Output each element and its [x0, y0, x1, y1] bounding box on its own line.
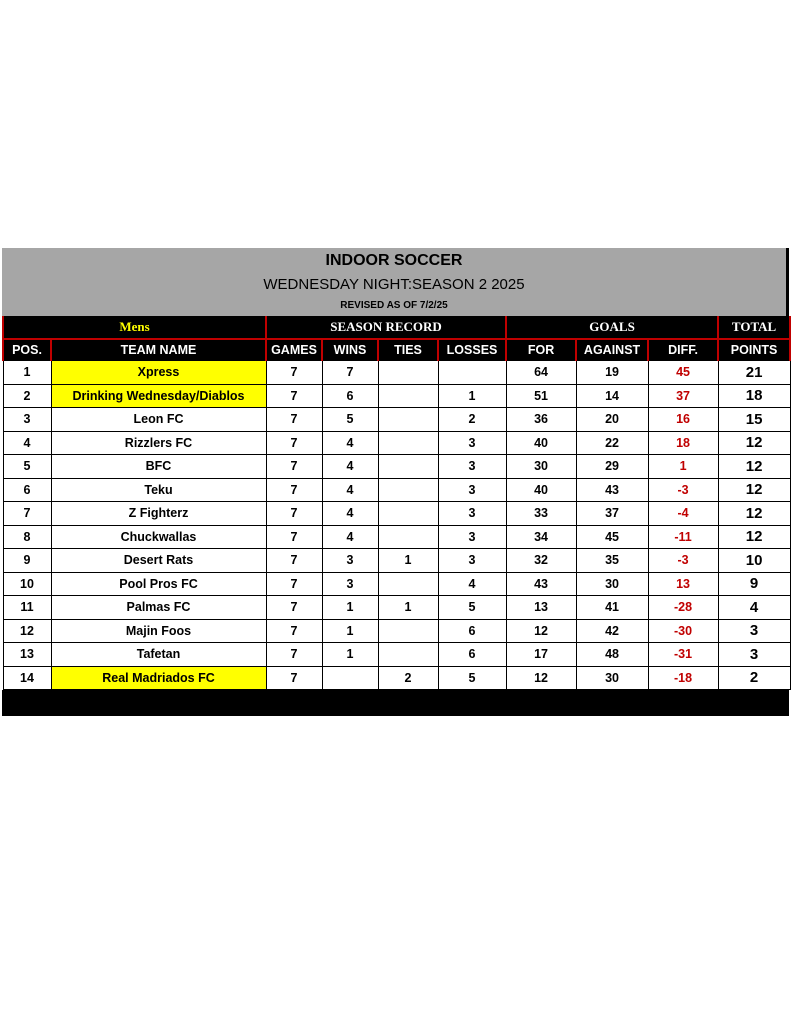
col-games: GAMES	[266, 339, 322, 361]
cell-games: 7	[266, 666, 322, 690]
cell-team: Drinking Wednesday/Diablos	[51, 384, 266, 408]
cell-points: 4	[718, 596, 790, 620]
standings-table	[2, 316, 791, 690]
cell-wins: 1	[322, 643, 378, 667]
col-wins: WINS	[322, 339, 378, 361]
cell-losses: 6	[438, 619, 506, 643]
cell-diff: -28	[648, 596, 718, 620]
cell-losses: 3	[438, 455, 506, 479]
column-header-row	[3, 339, 790, 361]
cell-for: 33	[506, 502, 576, 526]
cell-wins: 3	[322, 572, 378, 596]
cell-for: 34	[506, 525, 576, 549]
cell-wins: 1	[322, 596, 378, 620]
cell-wins: 4	[322, 455, 378, 479]
cell-points: 10	[718, 549, 790, 573]
cell-games: 7	[266, 361, 322, 385]
cell-points: 9	[718, 572, 790, 596]
cell-losses: 3	[438, 478, 506, 502]
cell-losses: 5	[438, 666, 506, 690]
cell-diff: 1	[648, 455, 718, 479]
title-banner	[2, 248, 789, 316]
cell-against: 41	[576, 596, 648, 620]
page-title: INDOOR SOCCER	[325, 252, 463, 269]
table-row	[3, 572, 790, 596]
cell-ties	[378, 361, 438, 385]
cell-ties	[378, 572, 438, 596]
standings-sheet	[2, 248, 789, 716]
cell-points: 15	[718, 408, 790, 432]
cell-wins: 4	[322, 478, 378, 502]
group-header-row	[3, 316, 790, 339]
table-row	[3, 502, 790, 526]
cell-losses: 1	[438, 384, 506, 408]
cell-for: 30	[506, 455, 576, 479]
cell-for: 13	[506, 596, 576, 620]
cell-ties: 2	[378, 666, 438, 690]
cell-diff: -3	[648, 549, 718, 573]
table-row	[3, 455, 790, 479]
cell-pos: 4	[3, 431, 51, 455]
cell-games: 7	[266, 431, 322, 455]
cell-against: 43	[576, 478, 648, 502]
cell-points: 2	[718, 666, 790, 690]
cell-diff: 45	[648, 361, 718, 385]
cell-points: 18	[718, 384, 790, 408]
total-header: TOTAL	[718, 316, 790, 339]
cell-team: Leon FC	[51, 408, 266, 432]
table-row	[3, 361, 790, 385]
cell-ties	[378, 431, 438, 455]
cell-ties	[378, 643, 438, 667]
cell-pos: 5	[3, 455, 51, 479]
cell-losses	[438, 361, 506, 385]
cell-points: 12	[718, 478, 790, 502]
table-row	[3, 431, 790, 455]
cell-for: 43	[506, 572, 576, 596]
cell-games: 7	[266, 455, 322, 479]
cell-pos: 6	[3, 478, 51, 502]
cell-wins: 3	[322, 549, 378, 573]
cell-wins: 4	[322, 502, 378, 526]
cell-wins	[322, 666, 378, 690]
cell-ties	[378, 478, 438, 502]
cell-diff: -31	[648, 643, 718, 667]
cell-points: 12	[718, 502, 790, 526]
cell-team: Xpress	[51, 361, 266, 385]
cell-losses: 3	[438, 502, 506, 526]
cell-team: Desert Rats	[51, 549, 266, 573]
cell-ties	[378, 408, 438, 432]
cell-games: 7	[266, 408, 322, 432]
cell-points: 12	[718, 525, 790, 549]
cell-losses: 3	[438, 549, 506, 573]
cell-wins: 5	[322, 408, 378, 432]
cell-ties	[378, 384, 438, 408]
cell-wins: 1	[322, 619, 378, 643]
table-row	[3, 643, 790, 667]
col-losses: LOSSES	[438, 339, 506, 361]
cell-team: Pool Pros FC	[51, 572, 266, 596]
cell-diff: 13	[648, 572, 718, 596]
cell-against: 19	[576, 361, 648, 385]
cell-pos: 13	[3, 643, 51, 667]
cell-for: 12	[506, 666, 576, 690]
cell-for: 51	[506, 384, 576, 408]
cell-games: 7	[266, 384, 322, 408]
revised-note: REVISED AS OF 7/2/25	[340, 300, 448, 311]
cell-diff: 16	[648, 408, 718, 432]
cell-team: Majin Foos	[51, 619, 266, 643]
cell-team: Real Madriados FC	[51, 666, 266, 690]
cell-team: Rizzlers FC	[51, 431, 266, 455]
cell-losses: 6	[438, 643, 506, 667]
cell-losses: 2	[438, 408, 506, 432]
cell-games: 7	[266, 525, 322, 549]
cell-pos: 9	[3, 549, 51, 573]
cell-diff: -30	[648, 619, 718, 643]
cell-ties: 1	[378, 596, 438, 620]
cell-losses: 4	[438, 572, 506, 596]
cell-wins: 4	[322, 431, 378, 455]
cell-against: 20	[576, 408, 648, 432]
col-pos: POS.	[3, 339, 51, 361]
cell-losses: 5	[438, 596, 506, 620]
cell-wins: 4	[322, 525, 378, 549]
cell-wins: 7	[322, 361, 378, 385]
cell-against: 48	[576, 643, 648, 667]
col-points: POINTS	[718, 339, 790, 361]
cell-ties	[378, 502, 438, 526]
cell-for: 40	[506, 478, 576, 502]
page-subtitle: WEDNESDAY NIGHT:SEASON 2 2025	[263, 276, 525, 293]
cell-team: Teku	[51, 478, 266, 502]
cell-diff: -11	[648, 525, 718, 549]
table-row	[3, 596, 790, 620]
table-row	[3, 619, 790, 643]
cell-games: 7	[266, 478, 322, 502]
cell-games: 7	[266, 549, 322, 573]
division-label: Mens	[3, 316, 266, 339]
cell-for: 64	[506, 361, 576, 385]
cell-for: 36	[506, 408, 576, 432]
cell-for: 40	[506, 431, 576, 455]
cell-ties	[378, 525, 438, 549]
footer-bar	[2, 690, 789, 716]
table-row	[3, 478, 790, 502]
cell-pos: 12	[3, 619, 51, 643]
cell-games: 7	[266, 619, 322, 643]
cell-games: 7	[266, 596, 322, 620]
cell-diff: -3	[648, 478, 718, 502]
col-ties: TIES	[378, 339, 438, 361]
cell-ties	[378, 455, 438, 479]
cell-against: 29	[576, 455, 648, 479]
cell-for: 32	[506, 549, 576, 573]
cell-pos: 11	[3, 596, 51, 620]
cell-diff: 37	[648, 384, 718, 408]
cell-pos: 3	[3, 408, 51, 432]
table-row	[3, 666, 790, 690]
cell-pos: 10	[3, 572, 51, 596]
cell-losses: 3	[438, 431, 506, 455]
col-for: FOR	[506, 339, 576, 361]
cell-ties: 1	[378, 549, 438, 573]
cell-games: 7	[266, 643, 322, 667]
cell-team: Z Fighterz	[51, 502, 266, 526]
cell-team: Chuckwallas	[51, 525, 266, 549]
cell-games: 7	[266, 502, 322, 526]
cell-points: 12	[718, 455, 790, 479]
cell-ties	[378, 619, 438, 643]
cell-pos: 14	[3, 666, 51, 690]
cell-against: 35	[576, 549, 648, 573]
cell-points: 3	[718, 643, 790, 667]
standings-body	[3, 361, 790, 690]
goals-header: GOALS	[506, 316, 718, 339]
cell-pos: 8	[3, 525, 51, 549]
cell-games: 7	[266, 572, 322, 596]
cell-team: BFC	[51, 455, 266, 479]
cell-for: 12	[506, 619, 576, 643]
cell-pos: 1	[3, 361, 51, 385]
cell-against: 22	[576, 431, 648, 455]
cell-diff: -4	[648, 502, 718, 526]
table-row	[3, 408, 790, 432]
cell-against: 45	[576, 525, 648, 549]
table-row	[3, 525, 790, 549]
cell-against: 30	[576, 666, 648, 690]
cell-team: Palmas FC	[51, 596, 266, 620]
cell-for: 17	[506, 643, 576, 667]
cell-points: 21	[718, 361, 790, 385]
cell-points: 12	[718, 431, 790, 455]
cell-wins: 6	[322, 384, 378, 408]
table-row	[3, 384, 790, 408]
col-diff: DIFF.	[648, 339, 718, 361]
col-against: AGAINST	[576, 339, 648, 361]
season-record-header: SEASON RECORD	[266, 316, 506, 339]
cell-pos: 2	[3, 384, 51, 408]
cell-team: Tafetan	[51, 643, 266, 667]
cell-diff: 18	[648, 431, 718, 455]
cell-against: 37	[576, 502, 648, 526]
table-row	[3, 549, 790, 573]
cell-against: 30	[576, 572, 648, 596]
cell-pos: 7	[3, 502, 51, 526]
cell-against: 14	[576, 384, 648, 408]
cell-points: 3	[718, 619, 790, 643]
cell-against: 42	[576, 619, 648, 643]
cell-diff: -18	[648, 666, 718, 690]
col-team: TEAM NAME	[51, 339, 266, 361]
cell-losses: 3	[438, 525, 506, 549]
